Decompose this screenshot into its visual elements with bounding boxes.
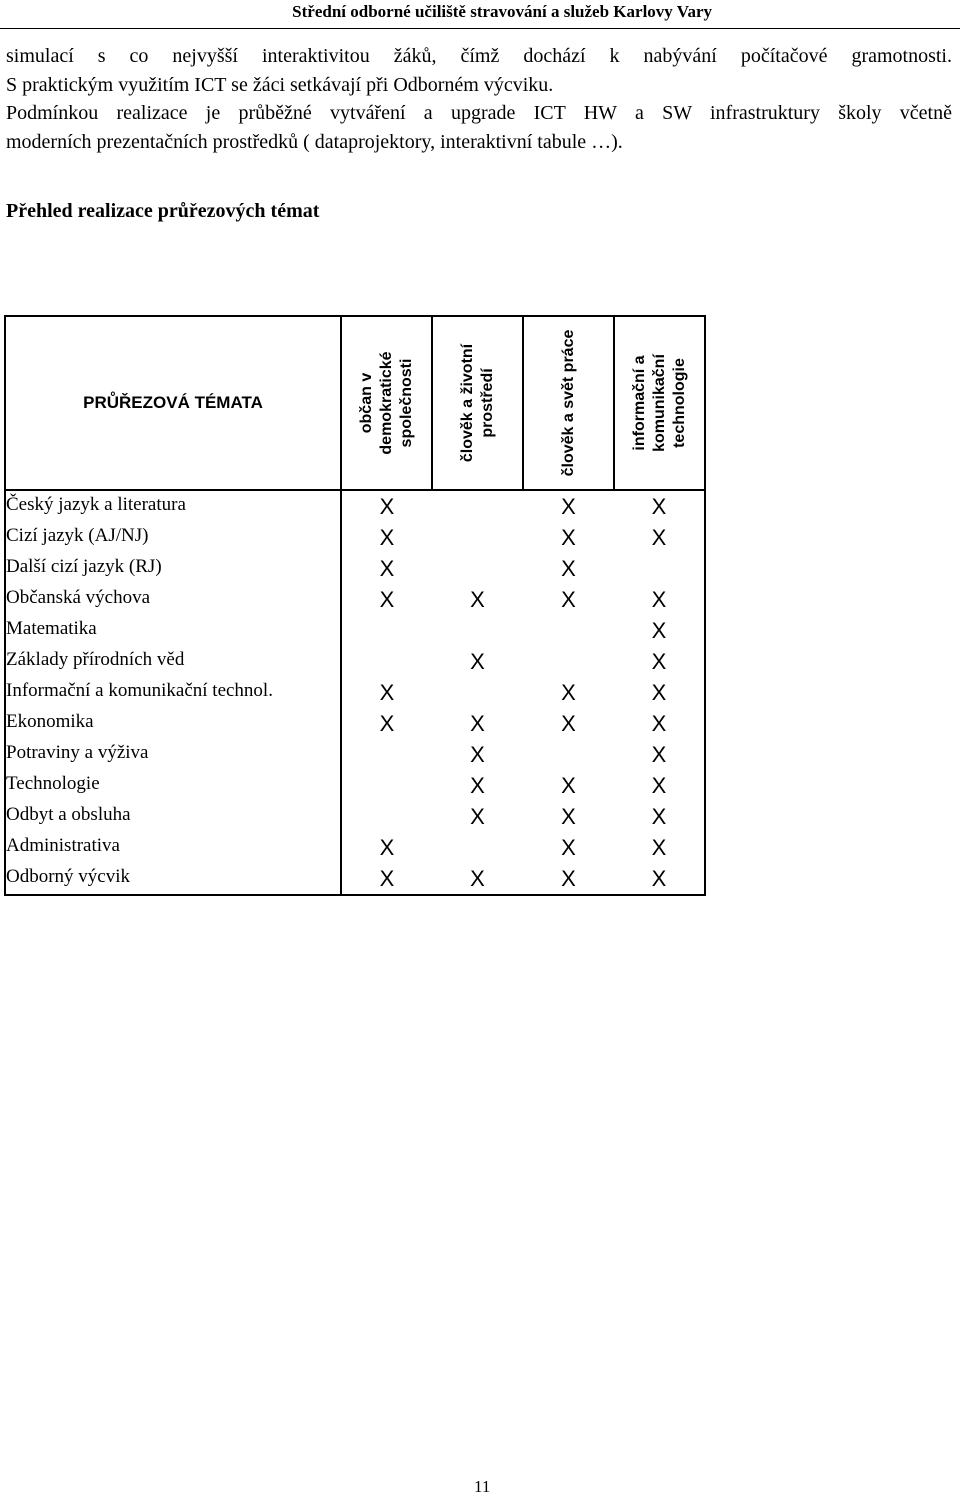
column-header-label: občan v demokratické společnosti bbox=[357, 351, 415, 455]
mark-cell: X bbox=[614, 522, 705, 553]
body-paragraph bbox=[6, 42, 952, 156]
mark-cell: X bbox=[341, 708, 432, 739]
mark-cell: X bbox=[561, 524, 576, 550]
mark-cell bbox=[341, 770, 432, 801]
subject-cell: Informační a komunikační technol. bbox=[5, 677, 341, 708]
column-header-label: informační a komunikační technologie bbox=[630, 354, 688, 452]
mark-cell: X bbox=[470, 741, 485, 767]
mark-cell bbox=[432, 832, 523, 863]
column-header-label: člověk a svět práce bbox=[559, 329, 577, 477]
subject-cell: Technologie bbox=[5, 770, 341, 801]
mark-cell: X bbox=[614, 490, 705, 522]
mark-cell: X bbox=[614, 677, 705, 708]
cross-topics-table bbox=[4, 315, 706, 896]
table-row bbox=[5, 801, 705, 832]
mark-cell: X bbox=[614, 739, 705, 770]
mark-cell bbox=[432, 677, 523, 708]
mark-cell: X bbox=[470, 772, 485, 798]
mark-cell: X bbox=[561, 555, 576, 581]
mark-cell: X bbox=[341, 677, 432, 708]
mark-cell bbox=[341, 615, 432, 646]
mark-cell: X bbox=[432, 863, 523, 895]
mark-cell: X bbox=[561, 679, 576, 705]
table-row bbox=[5, 553, 705, 584]
mark-cell: X bbox=[341, 863, 432, 895]
mark-cell: X bbox=[614, 863, 705, 895]
table-row bbox=[5, 739, 705, 770]
table-row bbox=[5, 522, 705, 553]
mark-cell: X bbox=[341, 584, 432, 615]
table-row bbox=[5, 646, 705, 677]
mark-cell: X bbox=[561, 710, 576, 736]
body-line: S praktickým využitím ICT se žáci setkávají při Odborném výcviku. bbox=[6, 73, 554, 96]
mark-cell: X bbox=[470, 648, 485, 674]
mark-cell: X bbox=[614, 770, 705, 801]
mark-cell bbox=[614, 553, 705, 584]
mark-cell: X bbox=[523, 863, 614, 895]
mark-cell bbox=[432, 490, 523, 522]
mark-cell: X bbox=[614, 646, 705, 677]
mark-cell: X bbox=[614, 708, 705, 739]
mark-cell: X bbox=[614, 801, 705, 832]
header-rule bbox=[0, 28, 960, 29]
table-row bbox=[5, 832, 705, 863]
mark-cell bbox=[432, 615, 523, 646]
table-row bbox=[5, 708, 705, 739]
mark-cell: X bbox=[470, 586, 485, 612]
page-number: 11 bbox=[474, 1477, 491, 1496]
mark-cell: X bbox=[341, 490, 432, 522]
subject-cell: Administrativa bbox=[5, 832, 341, 863]
mark-cell: X bbox=[614, 584, 705, 615]
mark-cell: X bbox=[470, 803, 485, 829]
mark-cell bbox=[341, 739, 432, 770]
mark-cell bbox=[523, 739, 614, 770]
mark-cell: X bbox=[341, 553, 432, 584]
mark-cell bbox=[341, 646, 432, 677]
mark-cell: X bbox=[341, 522, 432, 553]
subject-cell: Ekonomika bbox=[5, 708, 341, 739]
mark-cell: X bbox=[614, 615, 705, 646]
subject-cell: Základy přírodních věd bbox=[5, 646, 341, 677]
mark-cell: X bbox=[341, 832, 432, 863]
column-header bbox=[523, 316, 614, 490]
mark-cell: X bbox=[561, 803, 576, 829]
column-header bbox=[341, 316, 432, 490]
corner-header: PRŮŘEZOVÁ TÉMATA bbox=[5, 316, 341, 490]
table-row bbox=[5, 490, 705, 522]
mark-cell: X bbox=[614, 832, 705, 863]
mark-cell bbox=[523, 646, 614, 677]
subject-cell: Matematika bbox=[5, 615, 341, 646]
section-title: Přehled realizace průřezových témat bbox=[6, 200, 320, 222]
body-line: moderních prezentačních prostředků ( dataprojektory, interaktivní tabule …). bbox=[6, 130, 623, 153]
mark-cell: X bbox=[470, 710, 485, 736]
column-header bbox=[432, 316, 523, 490]
subject-cell: Cizí jazyk (AJ/NJ) bbox=[5, 522, 341, 553]
subject-cell: Odbyt a obsluha bbox=[5, 801, 341, 832]
column-header-label: člověk a životní prostředí bbox=[458, 343, 496, 463]
table-row bbox=[5, 584, 705, 615]
table-row bbox=[5, 615, 705, 646]
mark-cell bbox=[432, 553, 523, 584]
mark-cell bbox=[341, 801, 432, 832]
subject-cell: Občanská výchova bbox=[5, 584, 341, 615]
mark-cell: X bbox=[561, 586, 576, 612]
table-row bbox=[5, 863, 705, 895]
mark-cell bbox=[523, 615, 614, 646]
table-header-row bbox=[5, 316, 705, 490]
subject-cell: Český jazyk a literatura bbox=[5, 490, 341, 522]
table-body bbox=[5, 490, 705, 895]
body-line: Podmínkou realizace je průběžné vytváření a upgrade ICT HW a SW infrastruktury školy včetně bbox=[6, 102, 952, 124]
mark-cell bbox=[432, 522, 523, 553]
column-header bbox=[614, 316, 705, 490]
mark-cell: X bbox=[561, 493, 576, 519]
subject-cell: Další cizí jazyk (RJ) bbox=[5, 553, 341, 584]
table-row bbox=[5, 770, 705, 801]
body-line: simulací s co nejvyšší interaktivitou žáků, čímž dochází k nabývání počítačové gramotnosti. bbox=[6, 45, 952, 67]
mark-cell: X bbox=[561, 834, 576, 860]
mark-cell: X bbox=[561, 772, 576, 798]
subject-cell: Odborný výcvik bbox=[5, 863, 341, 895]
page-header: Střední odborné učiliště stravování a služeb Karlovy Vary bbox=[292, 2, 712, 21]
table-row bbox=[5, 677, 705, 708]
subject-cell: Potraviny a výživa bbox=[5, 739, 341, 770]
